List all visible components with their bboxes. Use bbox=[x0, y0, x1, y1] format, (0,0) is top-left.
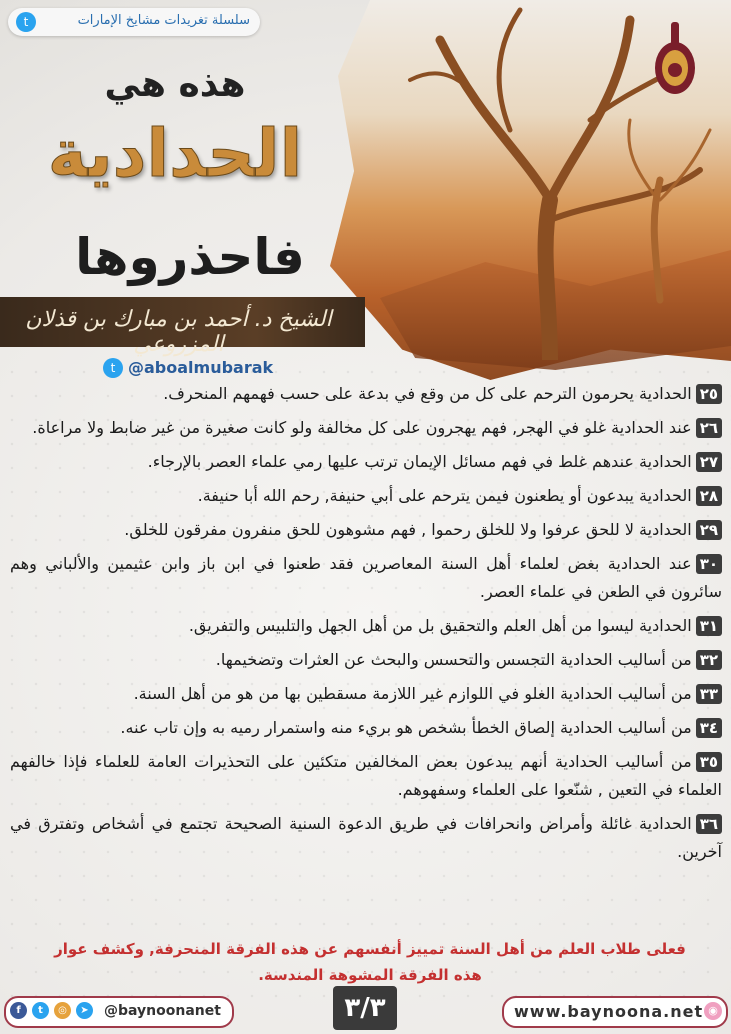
item-text: الحدادية يحرمون الترحم على كل من وقع في بدعة على حسب فهمهم المنحرف. bbox=[163, 384, 692, 403]
instagram-icon[interactable]: ◎ bbox=[54, 1002, 71, 1019]
item-text: الحدادية يبدعون أو يطعنون فيمن يترحم على أبي حنيفة, رحم الله أبا حنيفة. bbox=[197, 486, 692, 505]
title-main: الحدادية bbox=[47, 115, 303, 192]
points-list bbox=[10, 380, 722, 872]
item-number: ٣٢ bbox=[696, 650, 722, 670]
series-badge bbox=[8, 8, 260, 36]
footer-handle: @baynoonanet bbox=[104, 1003, 221, 1019]
item-number: ٣٤ bbox=[696, 718, 722, 738]
item-number: ٢٩ bbox=[696, 520, 722, 540]
telegram-icon[interactable]: ➤ bbox=[76, 1002, 93, 1019]
twitter-icon: t bbox=[16, 12, 36, 32]
item-number: ٣٥ bbox=[696, 752, 722, 772]
item-text: الحدادية لا للحق عرفوا ولا للخلق رحموا , فهم مشوهون للحق منفرون مفرقون للخلق. bbox=[124, 520, 692, 539]
item-text: الحدادية عندهم غلط في فهم مسائل الإيمان ترتب عليها رمي علماء العصر بالإرجاء. bbox=[147, 452, 692, 471]
twitter-icon: t bbox=[103, 358, 123, 378]
list-item bbox=[10, 414, 722, 442]
title-line-1: هذه هي bbox=[104, 64, 246, 105]
twitter-handle: @aboalmubarak bbox=[128, 358, 274, 377]
list-item bbox=[10, 448, 722, 476]
list-item bbox=[10, 482, 722, 510]
website-link[interactable] bbox=[502, 996, 728, 1028]
series-label: سلسلة تغريدات مشايخ الإمارات bbox=[77, 13, 250, 28]
item-text: عند الحدادية بغض لعلماء أهل السنة المعاصرين فقد طعنوا في ابن باز وابن عثيمين والألباني وهم سائرون في الطعن في علماء العصر. bbox=[10, 554, 722, 601]
item-number: ٢٨ bbox=[696, 486, 722, 506]
list-item bbox=[10, 714, 722, 742]
list-item bbox=[10, 810, 722, 866]
item-number: ٣١ bbox=[696, 616, 722, 636]
title-line-3: فاحذروها bbox=[75, 228, 305, 286]
list-item bbox=[10, 612, 722, 640]
item-text: عند الحدادية غلو في الهجر, فهم يهجرون على كل مخالفة ولو كانت صغيرة من غير ضابط ولا مراعاة. bbox=[32, 418, 692, 437]
item-text: من أساليب الحدادية التجسس والتحسس والبحث عن العثرات وتضخيمها. bbox=[215, 650, 692, 669]
page-number: ٣/٣ bbox=[333, 986, 397, 1030]
item-number: ٣٠ bbox=[696, 554, 722, 574]
social-links[interactable] bbox=[4, 996, 234, 1028]
list-item bbox=[10, 680, 722, 708]
item-text: الحدادية ليسوا من أهل العلم والتحقيق بل من أهل الجهل والتلبيس والتفريق. bbox=[188, 616, 692, 635]
list-item bbox=[10, 516, 722, 544]
website-url: www.baynoona.net bbox=[514, 1002, 704, 1021]
item-number: ٢٧ bbox=[696, 452, 722, 472]
list-item bbox=[10, 748, 722, 804]
twitter-icon[interactable]: t bbox=[32, 1002, 49, 1019]
facebook-icon[interactable]: f bbox=[10, 1002, 27, 1019]
item-number: ٢٥ bbox=[696, 384, 722, 404]
item-number: ٢٦ bbox=[696, 418, 722, 438]
list-item bbox=[10, 646, 722, 674]
list-item bbox=[10, 550, 722, 606]
closing-statement: فعلى طلاب العلم من أهل السنة تمييز أنفسهم عن هذه الفرقة المنحرفة, وكشف عوار هذه الفرقة المشوهة المندسة. bbox=[54, 940, 686, 984]
author-banner bbox=[0, 297, 365, 357]
brand-logo-icon bbox=[650, 18, 700, 98]
item-text: من أساليب الحدادية أنهم يبدعون بعض المخالفين متكئين على التحذيرات العامة للعلماء فإذا خالفهم العلماء في التعين , شنّعوا على العلماء وسفهوهم. bbox=[10, 752, 722, 799]
item-number: ٣٣ bbox=[696, 684, 722, 704]
item-number: ٣٦ bbox=[696, 814, 722, 834]
item-text: من أساليب الحدادية إلصاق الخطأ بشخص هو بريء منه واستمرار رميه به وإن تاب عنه. bbox=[120, 718, 692, 737]
website-icon: ◉ bbox=[704, 1002, 722, 1020]
item-text: الحدادية غائلة وأمراض وانحرافات في طريق الدعوة السنية الصحيحة تجتمع في أشخاص وتفترق في آخرين. bbox=[10, 814, 722, 861]
author-name: الشيخ د. أحمد بن مبارك بن قذلان المزروعي bbox=[25, 307, 332, 357]
item-text: من أساليب الحدادية الغلو في اللوازم غير اللازمة مسقطين بها من هو من أهل السنة. bbox=[133, 684, 692, 703]
list-item bbox=[10, 380, 722, 408]
